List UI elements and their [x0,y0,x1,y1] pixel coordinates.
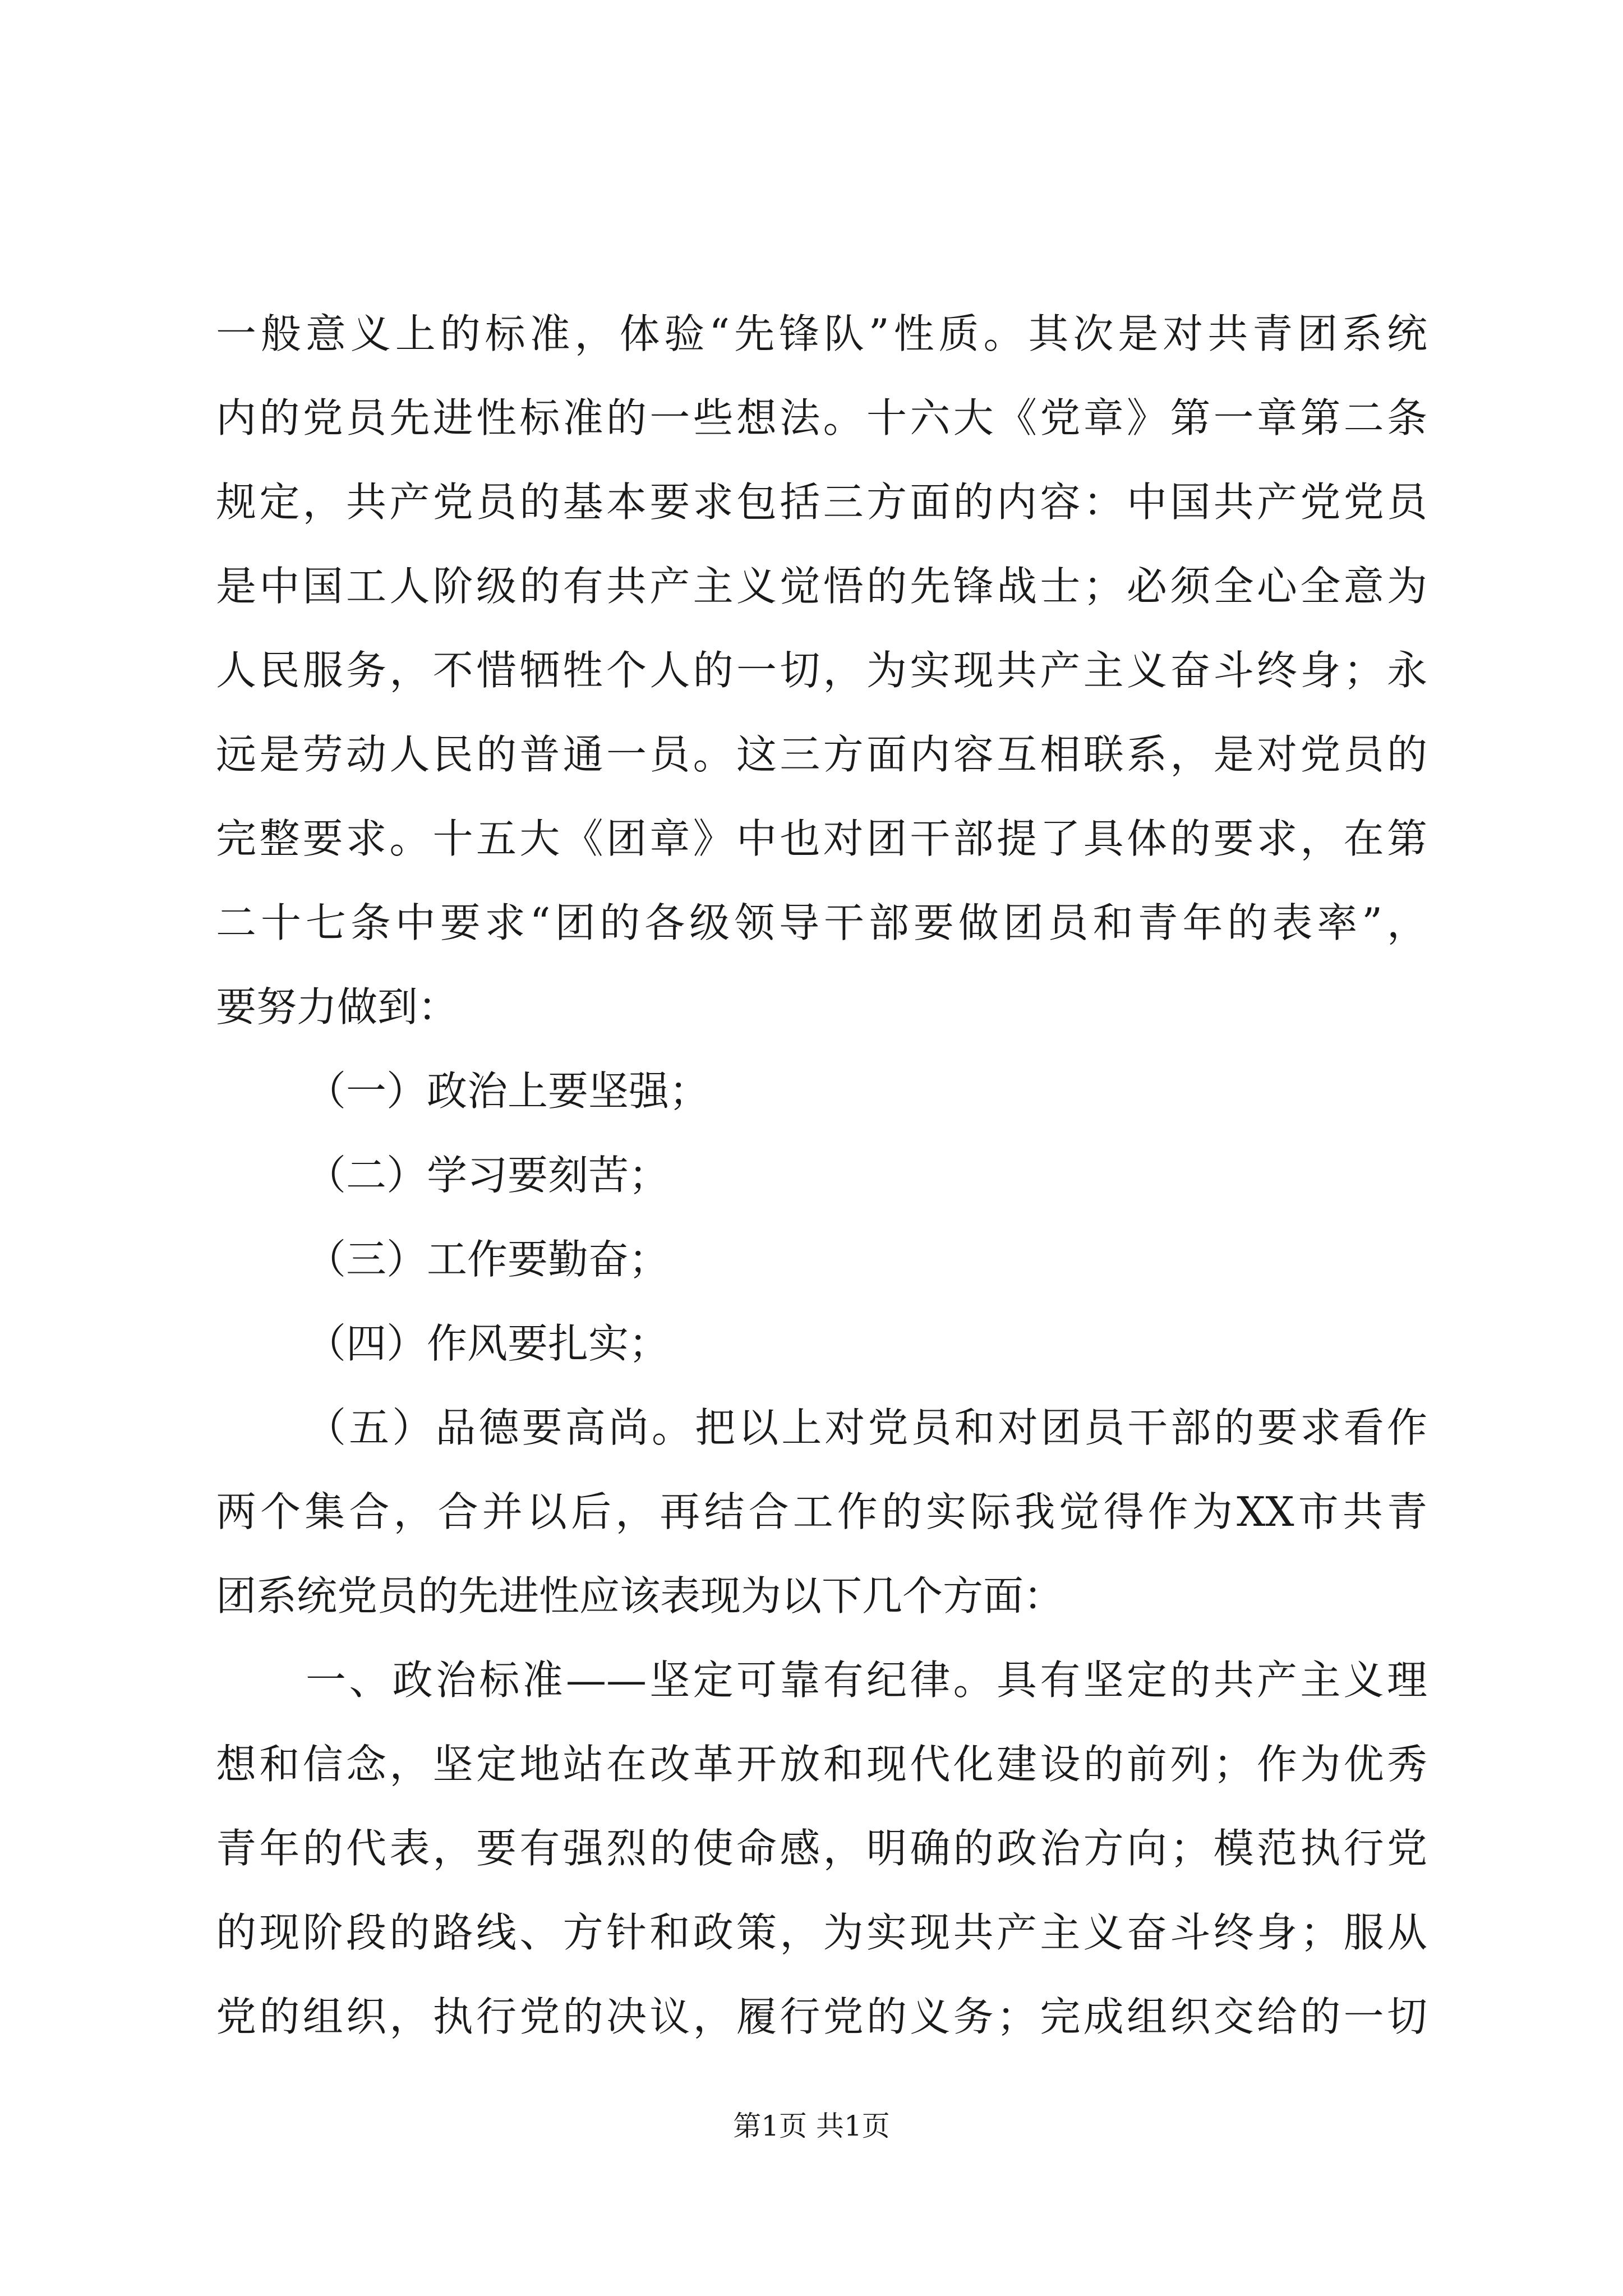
list-item: （一）政治上要坚强； [306,1068,710,1115]
text-line: 两个集合，合并以后，再结合工作的实际我觉得作为XX市共青 [216,1488,1427,1535]
text-line: 是中国工人阶级的有共产主义觉悟的先锋战士；必须全心全意为 [216,563,1427,610]
list-item: （三）工作要勤奋； [306,1236,670,1283]
text-line: 二十七条中要求“团的各级领导干部要做团员和青年的表率”， [216,899,1427,946]
text-line: 人民服务，不惜牺牲个人的一切，为实现共产主义奋斗终身；永 [216,647,1427,694]
list-item: （四）作风要扎实； [306,1320,670,1367]
text-line: 完整要求。十五大《团章》中也对团干部提了具体的要求，在第 [216,815,1427,862]
section-heading-line: 一、政治标准——坚定可靠有纪律。具有坚定的共产主义理 [306,1657,1427,1704]
text-line: 的现阶段的路线、方针和政策，为实现共产主义奋斗终身；服从 [216,1909,1427,1956]
text-line: 一般意义上的标准，体验“先锋队”性质。其次是对共青团系统 [216,310,1427,357]
text-line: 想和信念，坚定地站在改革开放和现代化建设的前列；作为优秀 [216,1741,1427,1788]
text-line: 内的党员先进性标准的一些想法。十六大《党章》第一章第二条 [216,394,1427,441]
list-item: （二）学习要刻苦； [306,1152,670,1199]
text-line: 远是劳动人民的普通一员。这三方面内容互相联系，是对党员的 [216,731,1427,778]
text-line: 党的组织，执行党的决议，履行党的义务；完成组织交给的一切 [216,1993,1427,2040]
page-footer: 第1页 共1页 [733,2110,890,2142]
text-line: 规定，共产党员的基本要求包括三方面的内容：中国共产党党员 [216,478,1427,526]
text-line: 团系统党员的先进性应该表现为以下几个方面： [216,1572,1064,1619]
text-line: 青年的代表，要有强烈的使命感，明确的政治方向；模范执行党 [216,1825,1427,1872]
document-body [216,292,1427,2059]
list-item: （五）品德要高尚。把以上对党员和对团员干部的要求看作 [306,1404,1427,1451]
text-line: 要努力做到： [216,983,459,1030]
